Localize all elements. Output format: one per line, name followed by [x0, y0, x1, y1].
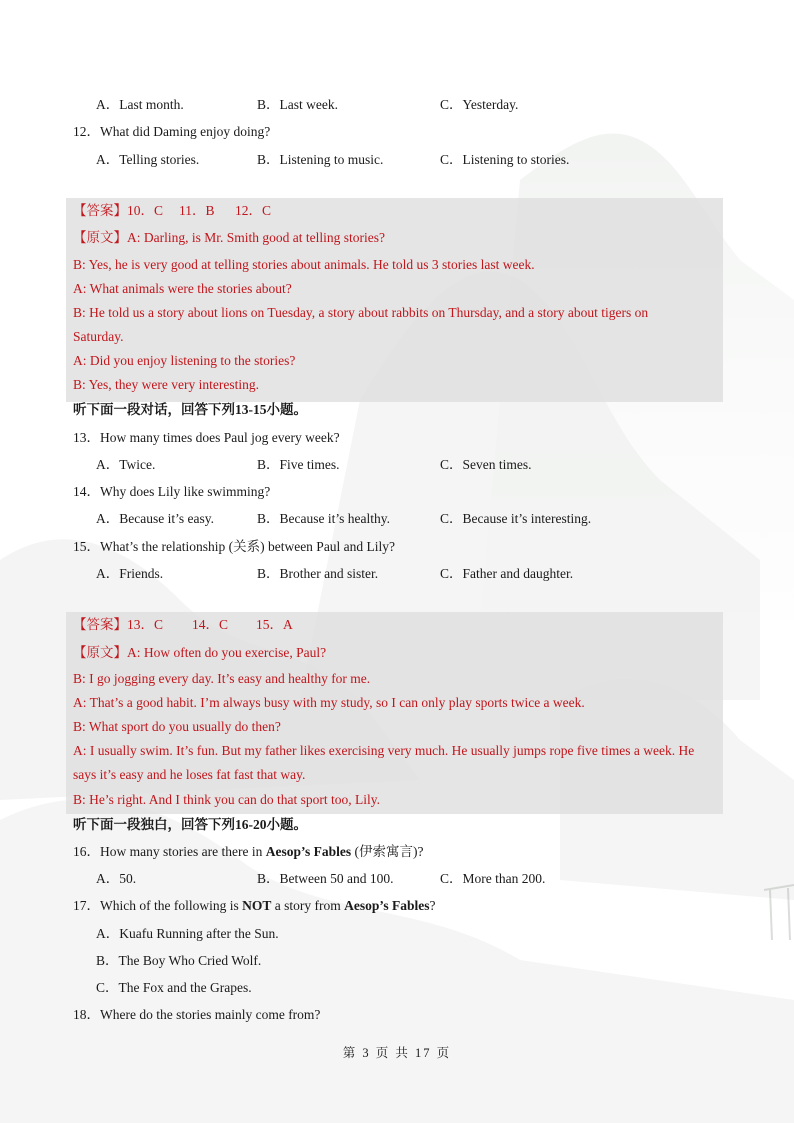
script2-line-1: [73, 644, 326, 662]
answer-13: 13．C: [127, 617, 164, 632]
answer-15: 15．A: [256, 617, 293, 632]
q17-option-a: A．Kuafu Running after the Sun.: [96, 926, 279, 941]
q15-option-c: C．Father and daughter.: [440, 566, 574, 581]
q12-question: 12．What did Daming enjoy doing?: [73, 124, 271, 139]
script-line-2: B: Yes, he is very good at telling stories about animals. He told us 3 stories last week.: [73, 257, 535, 272]
q12-option-a: A．Telling stories.: [96, 152, 200, 167]
q17-book-title: Aesop’s Fables: [344, 898, 430, 913]
script2-line-4: B: What sport do you usually do then?: [73, 719, 281, 734]
script-line-7: B: Yes, they were very interesting.: [73, 377, 259, 392]
q17-text-end: ?: [429, 898, 436, 913]
q16-text-start: 16．How many stories are there in: [73, 844, 266, 859]
q17-not: NOT: [242, 898, 272, 913]
q12-option-c: C．Listening to stories.: [440, 152, 570, 167]
q16-question: [73, 843, 423, 861]
q14-option-c: C．Because it’s interesting.: [440, 511, 592, 526]
section-prefix: 听下面一段对话，回答下列: [73, 402, 235, 418]
q11-option-c: C．Yesterday.: [440, 97, 519, 112]
page-footer: 第 3 页 共 17 页: [342, 1046, 452, 1060]
section-heading-16-20: [73, 816, 307, 834]
q11-option-a: A．Last month.: [96, 97, 184, 112]
section-suffix: 小题。: [266, 402, 307, 418]
script-line-5: Saturday.: [73, 329, 124, 344]
answer-14: 14．C: [192, 617, 229, 632]
q13-option-a: A．Twice.: [96, 457, 156, 472]
q15-option-a: A．Friends.: [96, 566, 164, 581]
section-range: 16-20: [235, 817, 267, 832]
script2-line-7: B: He’s right. And I think you can do that sport too, Lily.: [73, 792, 380, 807]
script-line-4: B: He told us a story about lions on Tuesday, a story about rabbits on Thursday, and a story about tigers on: [73, 305, 649, 320]
answer-label: 【答案】: [73, 617, 127, 632]
script-label: 【原文】: [73, 230, 127, 245]
script-line-1: [73, 229, 385, 247]
script2-line-5: A: I usually swim. It’s fun. But my father likes exercising very much. He usually jumps rope five times a week. He: [73, 743, 695, 758]
answer-11: 11．B: [179, 203, 215, 218]
script2-line-2: B: I go jogging every day. It’s easy and healthy for me.: [73, 671, 371, 686]
q16-book-title: Aesop’s Fables: [265, 844, 352, 859]
q17-option-b: B．The Boy Who Cried Wolf.: [96, 953, 262, 968]
answer-key-2: [73, 616, 293, 634]
section-range: 13-15: [235, 402, 267, 417]
script-text: A: How often do you exercise, Paul?: [127, 645, 327, 660]
q15-option-b: B．Brother and sister.: [257, 566, 379, 581]
script2-line-6: says it’s easy and he loses fat fast that way.: [73, 767, 306, 782]
q17-question: [73, 897, 436, 915]
q14-question: 14．Why does Lily like swimming?: [73, 484, 271, 499]
q11-option-b: B．Last week.: [257, 97, 338, 112]
section-heading-13-15: [73, 401, 307, 419]
q14-option-a: A．Because it’s easy.: [96, 511, 214, 526]
q13-option-c: C．Seven times.: [440, 457, 532, 472]
answer-10: 10．C: [127, 203, 164, 218]
script-text: A: Darling, is Mr. Smith good at telling stories?: [127, 230, 385, 245]
answer-label: 【答案】: [73, 203, 127, 218]
q17-option-c: C．The Fox and the Grapes.: [96, 980, 252, 995]
q16-text-end: (伊索寓言)?: [351, 844, 424, 859]
q17-text-mid: a story from: [271, 898, 345, 913]
q16-option-b: B．Between 50 and 100.: [257, 871, 394, 886]
q16-option-a: A．50.: [96, 871, 137, 886]
q15-question: 15．What’s the relationship (关系) between Paul and Lily?: [73, 539, 396, 554]
q12-option-b: B．Listening to music.: [257, 152, 384, 167]
q16-option-c: C．More than 200.: [440, 871, 546, 886]
q13-option-b: B．Five times.: [257, 457, 340, 472]
script-line-3: A: What animals were the stories about?: [73, 281, 292, 296]
q18-question: 18．Where do the stories mainly come from?: [73, 1007, 321, 1022]
q13-question: 13．How many times does Paul jog every week?: [73, 430, 340, 445]
q14-option-b: B．Because it’s healthy.: [257, 511, 390, 526]
section-suffix: 小题。: [266, 817, 307, 833]
script-line-6: A: Did you enjoy listening to the stories?: [73, 353, 296, 368]
section-prefix: 听下面一段独白，回答下列: [73, 817, 235, 833]
q17-text-start: 17．Which of the following is: [73, 898, 243, 913]
script2-line-3: A: That’s a good habit. I’m always busy with my study, so I can only play sports twice a week.: [73, 695, 585, 710]
answer-12: 12．C: [235, 203, 272, 218]
script-label: 【原文】: [73, 645, 127, 660]
answer-key-1: [73, 202, 271, 220]
